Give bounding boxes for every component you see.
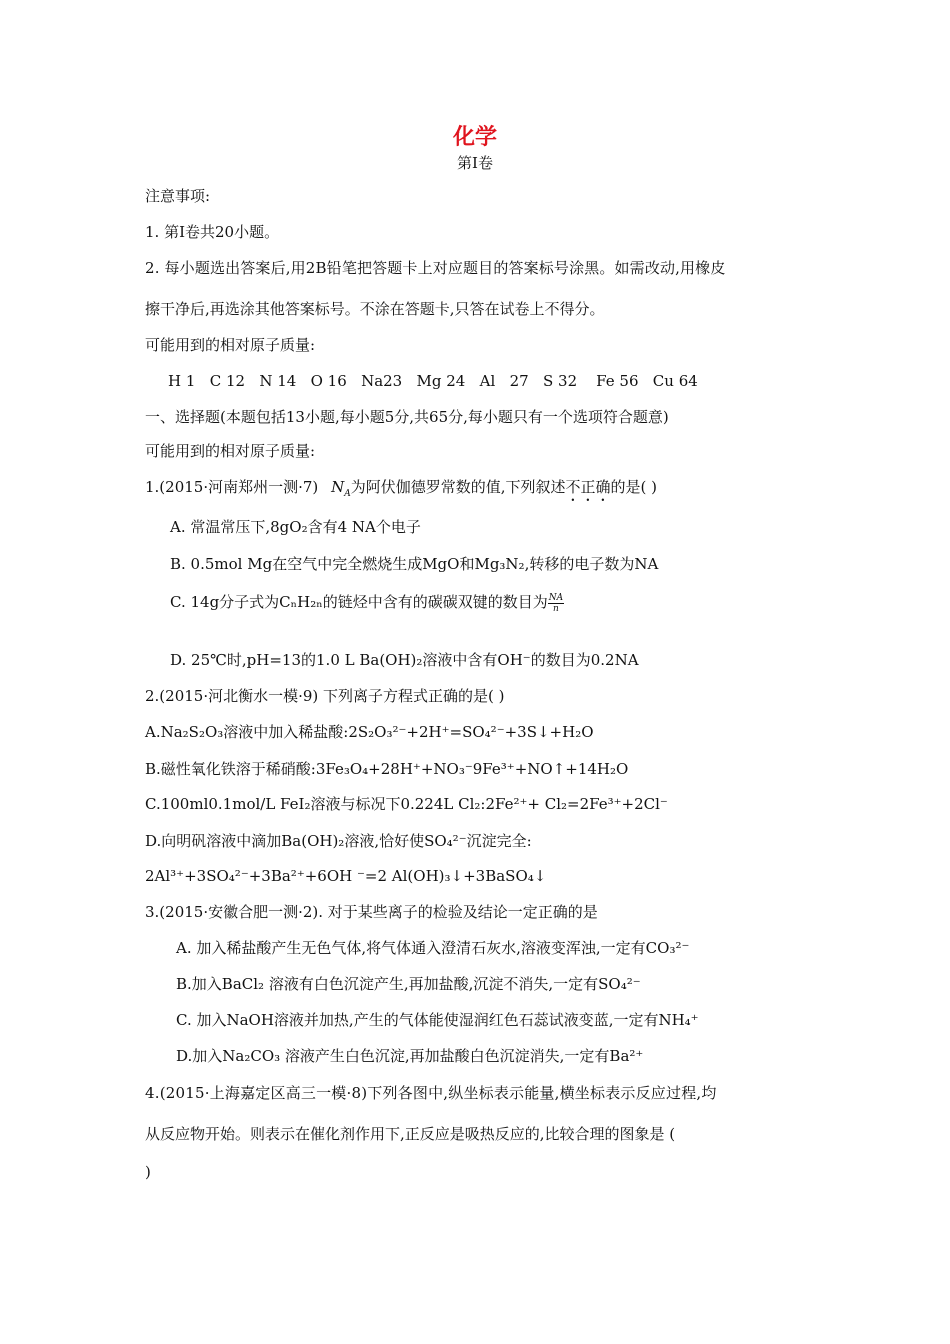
question-1-option-c [170,592,564,614]
question-2-option-b: B.磁性氧化铁溶于稀硝酸:3Fe₃O₄+28H⁺+NO₃⁻9Fe³⁺+NO↑+14H₂O [145,760,629,778]
page-title: 化学 [452,124,497,150]
section-heading-choice: 一、选择题(本题包括13小题,每小题5分,共65分,每小题只有一个选项符合题意) [145,408,669,426]
question-1-stem [145,477,657,505]
atomic-mass-list: H 1 C 12 N 14 O 16 Na23 Mg 24 Al 27 S 32 Fe 56 Cu 64 [168,372,698,390]
atomic-mass-heading-2: 可能用到的相对原子质量: [145,442,316,460]
question-1-tail: 的是( ) [610,478,657,496]
atomic-mass-heading: 可能用到的相对原子质量: [145,336,316,354]
question-2-option-c: C.100ml0.1mol/L FeI₂溶液与标况下0.224L Cl₂:2Fe²⁺+ Cl₂=2Fe³⁺+2Cl⁻ [145,795,668,813]
question-1-option-c-text: C. 14g分子式为CₙH₂ₙ的链烃中含有的碳碳双键的数目为 [170,593,548,611]
question-4-line-1: 4.(2015·上海嘉定区高三一模·8)下列各图中,纵坐标表示能量,横坐标表示反应过程,均 [145,1084,717,1102]
question-3-option-d: D.加入Na₂CO₃ 溶液产生白色沉淀,再加盐酸白色沉淀消失,一定有Ba²⁺ [176,1047,644,1065]
question-1-text: 为阿伏伽德罗常数的值,下列叙述 [350,478,566,496]
question-2-option-d-equation: 2Al³⁺+3SO₄²⁻+3Ba²⁺+6OH ⁻=2 Al(OH)₃↓+3BaSO₄↓ [145,867,547,885]
question-1-option-b: B. 0.5mol Mg在空气中完全燃烧生成MgO和Mg₃N₂,转移的电子数为NA [170,555,659,573]
notice-item-2-line-2: 擦干净后,再选涂其他答案标号。不涂在答题卡,只答在试卷上不得分。 [145,300,605,318]
question-1-source: 1.(2015·河南郑州一测·7) [145,478,319,496]
question-2-option-d: D.向明矾溶液中滴加Ba(OH)₂溶液,恰好使SO₄²⁻沉淀完全: [145,832,532,850]
question-3-option-b: B.加入BaCl₂ 溶液有白色沉淀产生,再加盐酸,沉淀不消失,一定有SO₄²⁻ [176,975,641,993]
question-3-stem: 3.(2015·安徽合肥一测·2). 对于某些离子的检验及结论一定正确的是 [145,903,598,921]
notice-item-2-line-1: 2. 每小题选出答案后,用2B铅笔把答题卡上对应题目的答案标号涂黑。如需改动,用橡皮 [145,259,726,277]
notice-heading: 注意事项: [145,187,211,205]
fraction-na-over-n: $\frac{NA}{n}$ [548,592,564,614]
question-1-option-d: D. 25℃时,pH=13的1.0 L Ba(OH)₂溶液中含有OH⁻的数目为0.2NA [170,651,639,669]
question-3-option-c: C. 加入NaOH溶液并加热,产生的气体能使湿润红色石蕊试液变蓝,一定有NH₄⁺ [176,1011,699,1029]
notice-item-1: 1. 第Ⅰ卷共20小题。 [145,223,280,241]
question-2-stem: 2.(2015·河北衡水一模·9) 下列离子方程式正确的是( ) [145,687,505,705]
page-subtitle: 第Ⅰ卷 [457,154,493,172]
question-2-option-a: A.Na₂S₂O₃溶液中加入稀盐酸:2S₂O₃²⁻+2H⁺=SO₄²⁻+3S↓+H₂O [145,723,594,741]
avogadro-symbol: $N_A$ [331,478,351,499]
question-4-line-3: ) [145,1163,151,1181]
question-4-line-2: 从反应物开始。则表示在催化剂作用下,正反应是吸热反应的,比较合理的图象是 ( [145,1125,676,1143]
question-1-option-a: A. 常温常压下,8gO₂含有4 NA个电子 [170,518,421,536]
question-1-emphasis: 不正确 [565,478,611,496]
question-3-option-a: A. 加入稀盐酸产生无色气体,将气体通入澄清石灰水,溶液变浑浊,一定有CO₃²⁻ [176,939,690,957]
